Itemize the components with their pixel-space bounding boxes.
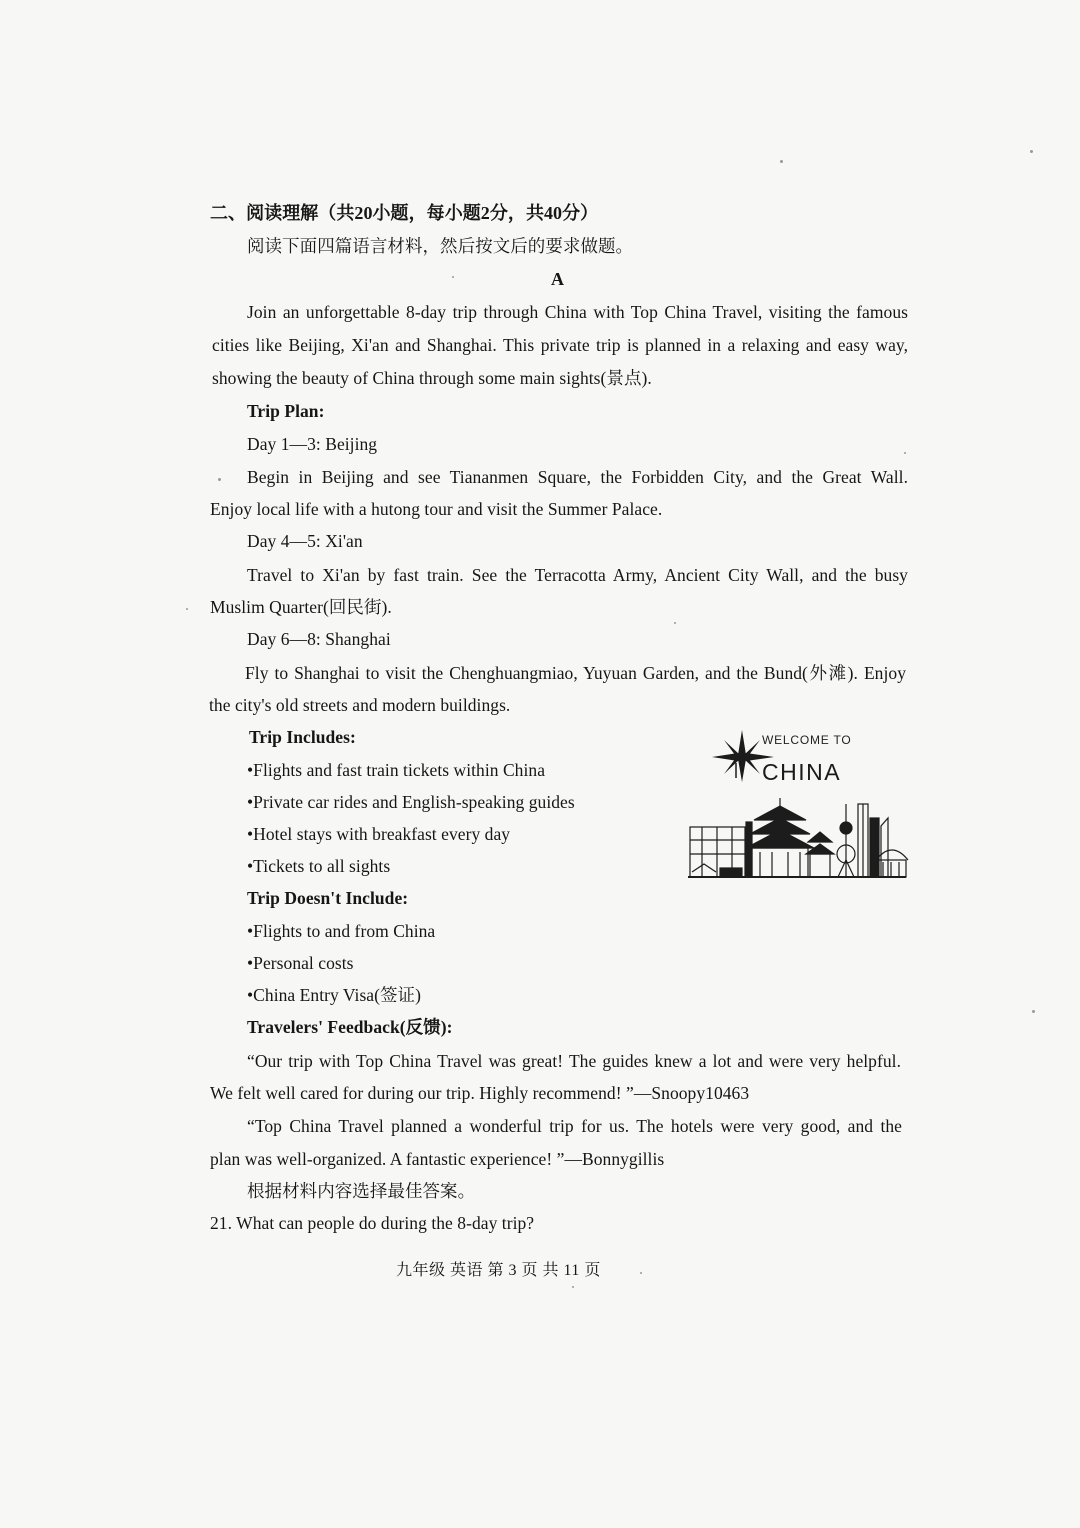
excludes-item: •China Entry Visa(签证) xyxy=(247,985,421,1005)
scan-speck xyxy=(640,1272,642,1274)
day-description: Begin in Beijing and see Tiananmen Square, the Forbidden City, and the Great Wall. xyxy=(247,467,908,487)
intro-line: showing the beauty of China through some main sights(景点). xyxy=(212,368,652,388)
includes-item: •Tickets to all sights xyxy=(247,856,391,876)
scan-speck xyxy=(674,622,676,624)
includes-heading: Trip Includes: xyxy=(249,727,356,747)
scan-speck xyxy=(452,276,454,278)
scan-speck xyxy=(1030,150,1033,153)
excludes-item: •Personal costs xyxy=(247,953,354,973)
scan-speck xyxy=(780,160,783,163)
feedback-quote: “Top China Travel planned a wonderful trip for us. The hotels were very good, and the xyxy=(247,1116,902,1136)
feedback-quote: “Our trip with Top China Travel was great! The guides knew a lot and were very helpful. xyxy=(247,1051,901,1071)
trip-plan-heading: Trip Plan: xyxy=(247,401,325,421)
day-description: Fly to Shanghai to visit the Chenghuangmiao, Yuyuan Garden, and the Bund(外滩). Enjoy xyxy=(245,663,906,683)
day-title: Day 1—3: Beijing xyxy=(247,434,378,454)
feedback-quote: We felt well cared for during our trip. Highly recommend! ”—Snoopy10463 xyxy=(210,1083,750,1103)
scan-speck xyxy=(572,1286,574,1288)
day-title: Day 4—5: Xi'an xyxy=(247,531,363,551)
scan-speck xyxy=(218,478,221,481)
scan-speck xyxy=(1032,1010,1035,1013)
page-footer: 九年级 英语 第 3 页 共 11 页 xyxy=(396,1262,601,1279)
day-description: the city's old streets and modern buildings. xyxy=(209,695,511,715)
feedback-quote: plan was well-organized. A fantastic experience! ”—Bonnygillis xyxy=(210,1149,665,1169)
passage-label: A xyxy=(551,269,565,289)
question-21: 21. What can people do during the 8-day trip? xyxy=(210,1213,535,1233)
excludes-item: •Flights to and from China xyxy=(247,921,436,941)
feedback-heading: Travelers' Feedback(反馈): xyxy=(247,1017,453,1037)
section-instruction: 阅读下面四篇语言材料，然后按文后的要求做题。 xyxy=(247,236,634,256)
scan-speck xyxy=(904,452,906,454)
intro-line: Join an unforgettable 8-day trip through China with Top China Travel, visiting the famous xyxy=(247,302,908,322)
day-description: Travel to Xi'an by fast train. See the Terracotta Army, Ancient City Wall, and the busy xyxy=(247,565,908,585)
day-title: Day 6—8: Shanghai xyxy=(247,629,391,649)
scan-speck xyxy=(186,608,188,610)
includes-item: •Flights and fast train tickets within China xyxy=(247,760,546,780)
excludes-heading: Trip Doesn't Include: xyxy=(247,888,409,908)
includes-item: •Private car rides and English-speaking guides xyxy=(247,792,575,812)
badge-china-text: CHINA xyxy=(762,759,842,785)
china-landmarks-skyline-illustration xyxy=(688,798,908,877)
day-description: Enjoy local life with a hutong tour and visit the Summer Palace. xyxy=(210,499,663,519)
day-description: Muslim Quarter(回民街). xyxy=(210,597,392,617)
section-heading: 二、阅读理解（共20小题，每小题2分，共40分） xyxy=(210,203,599,223)
badge-welcome-text: WELCOME TO xyxy=(762,733,852,747)
question-instruction: 根据材料内容选择最佳答案。 xyxy=(247,1181,476,1201)
intro-line: cities like Beijing, Xi'an and Shanghai. This private trip is planned in a relaxing and easy way, xyxy=(212,335,908,355)
welcome-to-china-badge xyxy=(680,722,912,886)
includes-item: •Hotel stays with breakfast every day xyxy=(247,824,511,844)
